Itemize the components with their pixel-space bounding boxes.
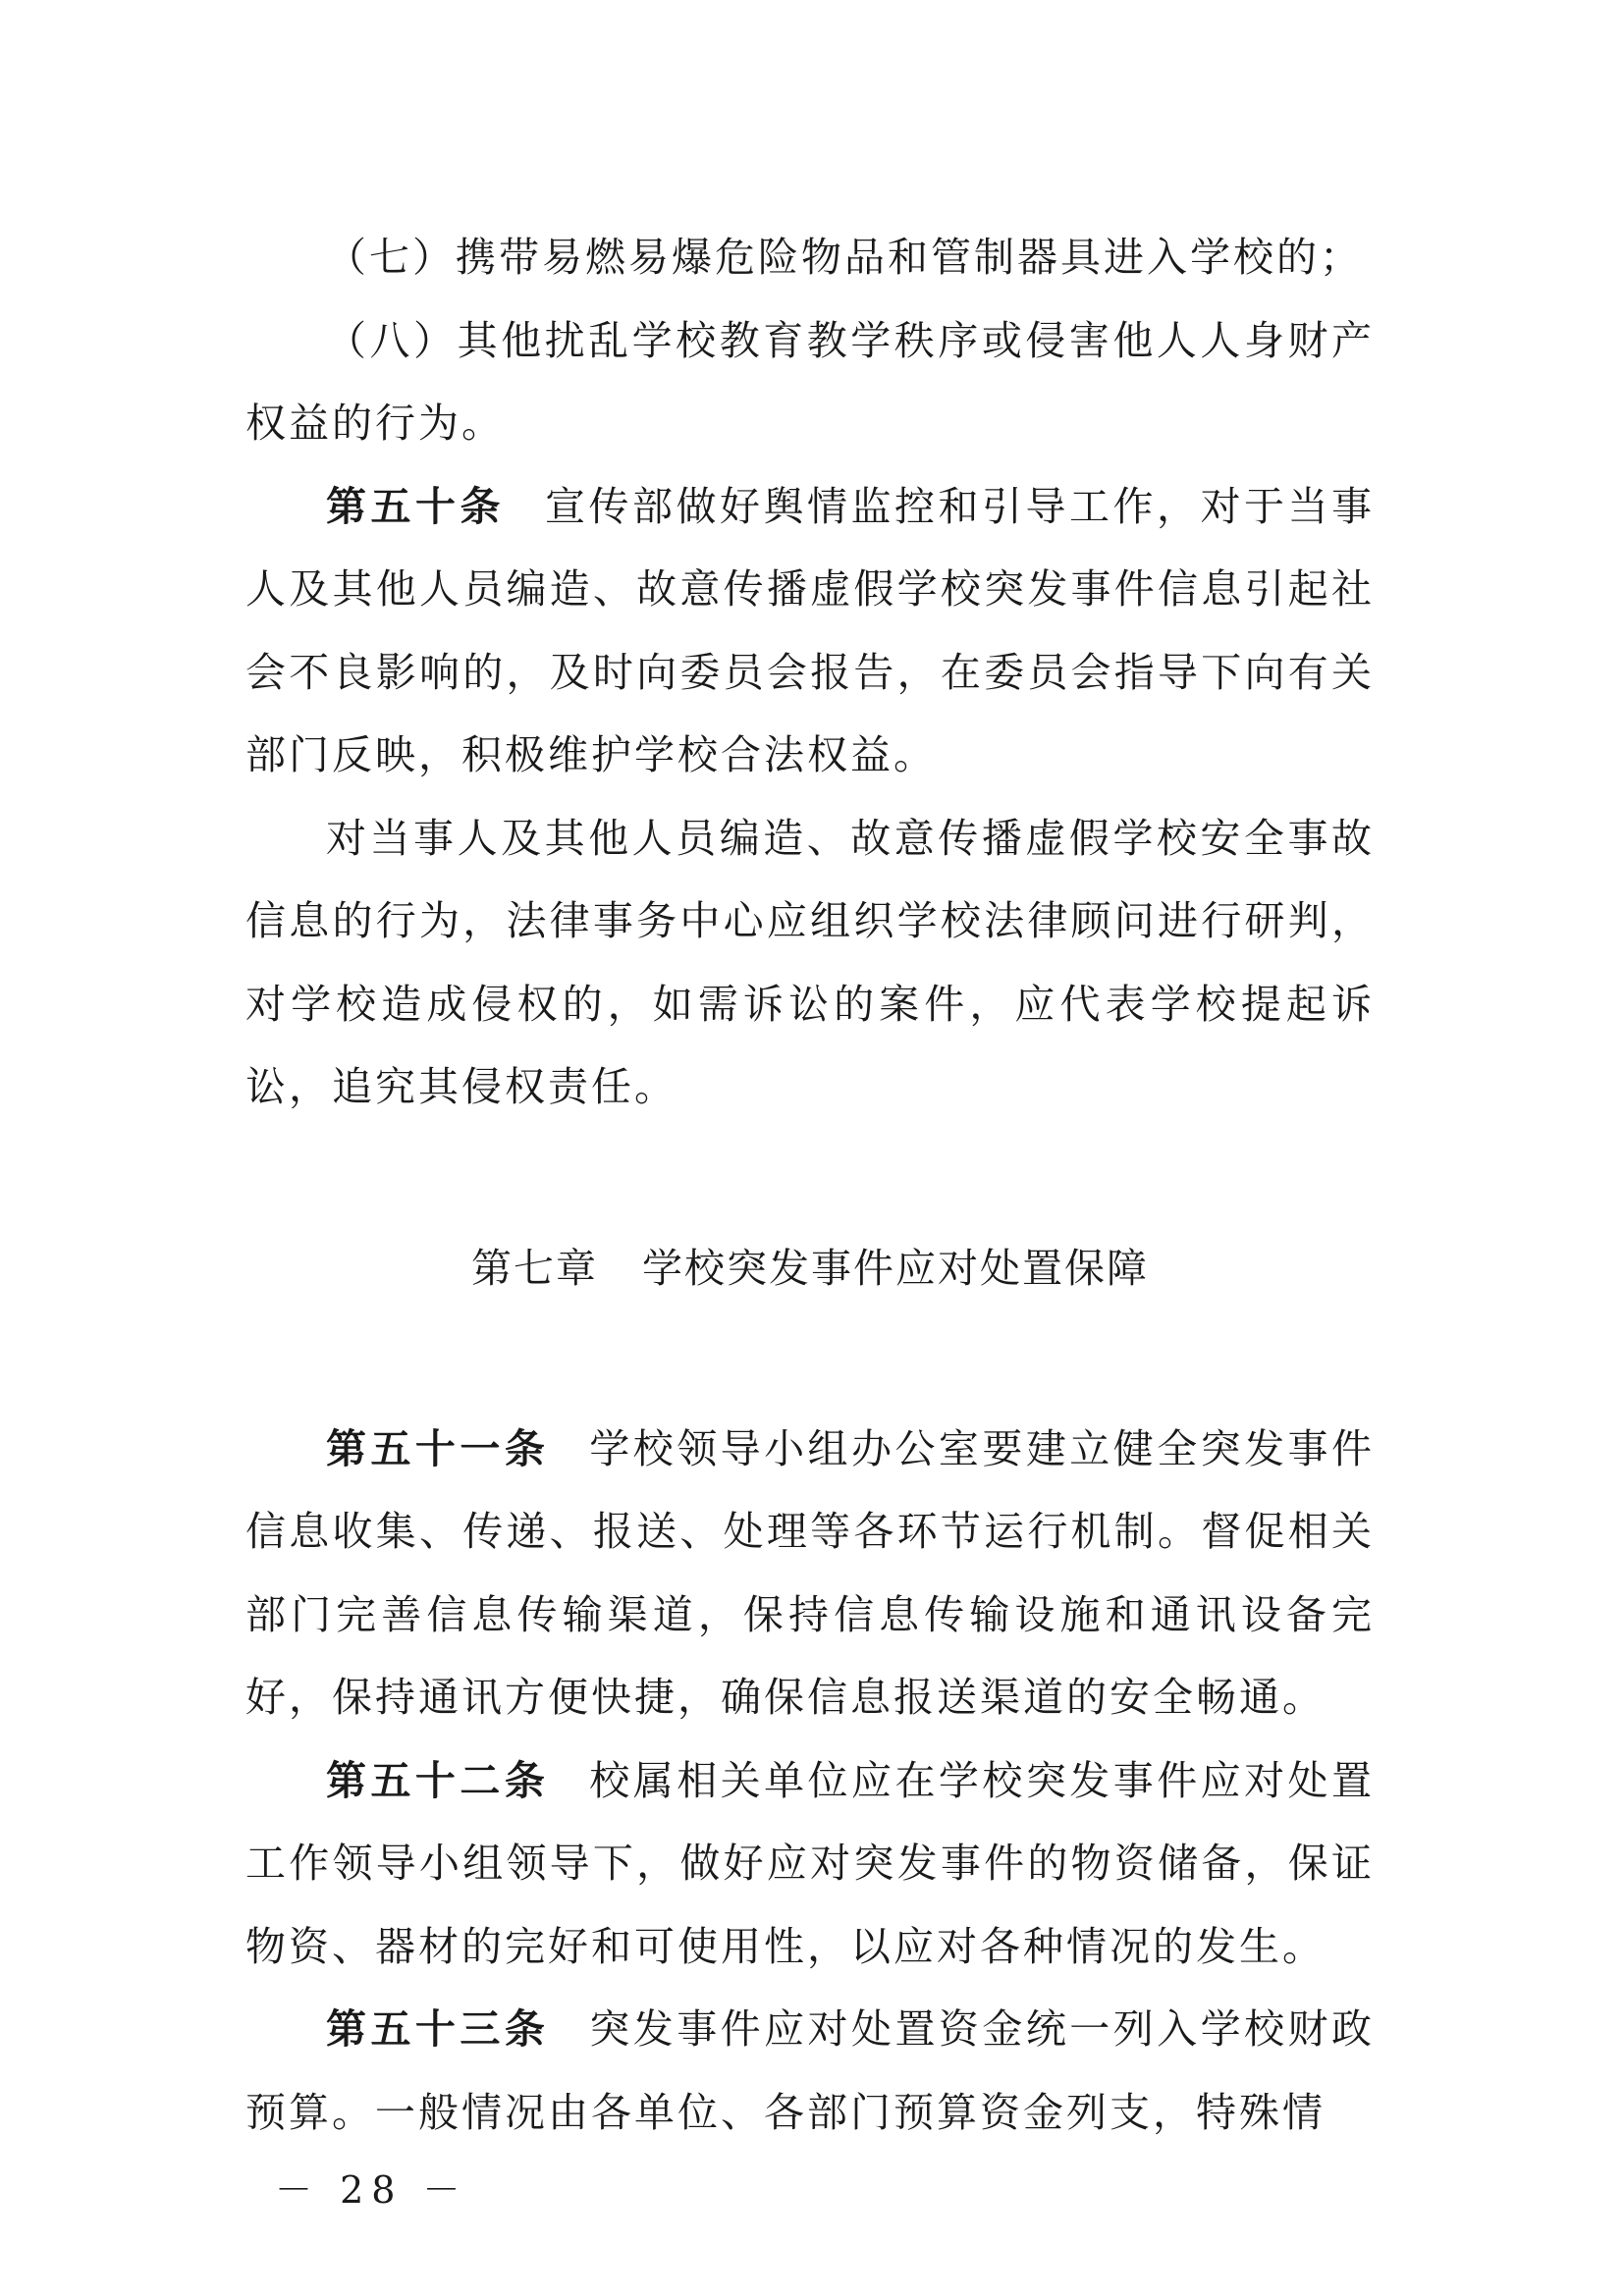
article-label: 第五十一条	[326, 1424, 550, 1472]
chapter-number: 第七章	[470, 1244, 598, 1292]
article-51	[245, 1408, 1375, 1739]
paragraph-text: （七）携带易燃易爆危险物品和管制器具进入学校的；	[326, 234, 1363, 281]
paragraph-text: 宣传部做好舆情监控和引导工作，对于当事人及其他人员编造、故意传播虚假学校突发事件信息引起社会不良影响的，及时向委员会报告，在委员会指导下向有关部门反映，积极维护学校合法权益。	[245, 482, 1375, 778]
paragraph-text: 对当事人及其他人员编造、故意传播虚假学校安全事故信息的行为，法律事务中心应组织学校法律顾问进行研判，对学校造成侵权的，如需诉讼的案件，应代表学校提起诉讼，追究其侵权责任。	[245, 814, 1375, 1110]
article-50	[245, 465, 1375, 797]
clause-seven	[245, 216, 1375, 299]
article-label: 第五十条	[326, 482, 505, 530]
page-number: － 28 －	[275, 2168, 468, 2212]
article-50-paragraph-2	[245, 797, 1375, 1129]
article-52	[245, 1739, 1375, 1989]
chapter-title: 学校突发事件应对处置保障	[642, 1244, 1150, 1292]
article-label: 第五十二条	[326, 1756, 550, 1804]
paragraph-text: 突发事件应对处置资金统一列入学校财政预算。一般情况由各单位、各部门预算资金列支，特殊情	[245, 2005, 1376, 2136]
paragraph-text: 校属相关单位应在学校突发事件应对处置工作领导小组领导下，做好应对突发事件的物资储备，保证物资、器材的完好和可使用性，以应对各种情况的发生。	[245, 1756, 1376, 1970]
paragraph-text: （八）其他扰乱学校教育教学秩序或侵害他人人身财产权益的行为。	[245, 316, 1375, 447]
clause-eight	[245, 299, 1375, 465]
paragraph-text: 学校领导小组办公室要建立健全突发事件信息收集、传递、报送、处理等各环节运行机制。督促相关部门完善信息传输渠道，保持信息传输设施和通讯设备完好，保持通讯方便快捷，确保信息报送渠道的安全畅通。	[245, 1424, 1376, 1721]
article-label: 第五十三条	[326, 2005, 550, 2053]
article-53	[245, 1988, 1375, 2154]
document-body	[245, 216, 1375, 2154]
chapter-heading	[245, 1227, 1375, 1309]
